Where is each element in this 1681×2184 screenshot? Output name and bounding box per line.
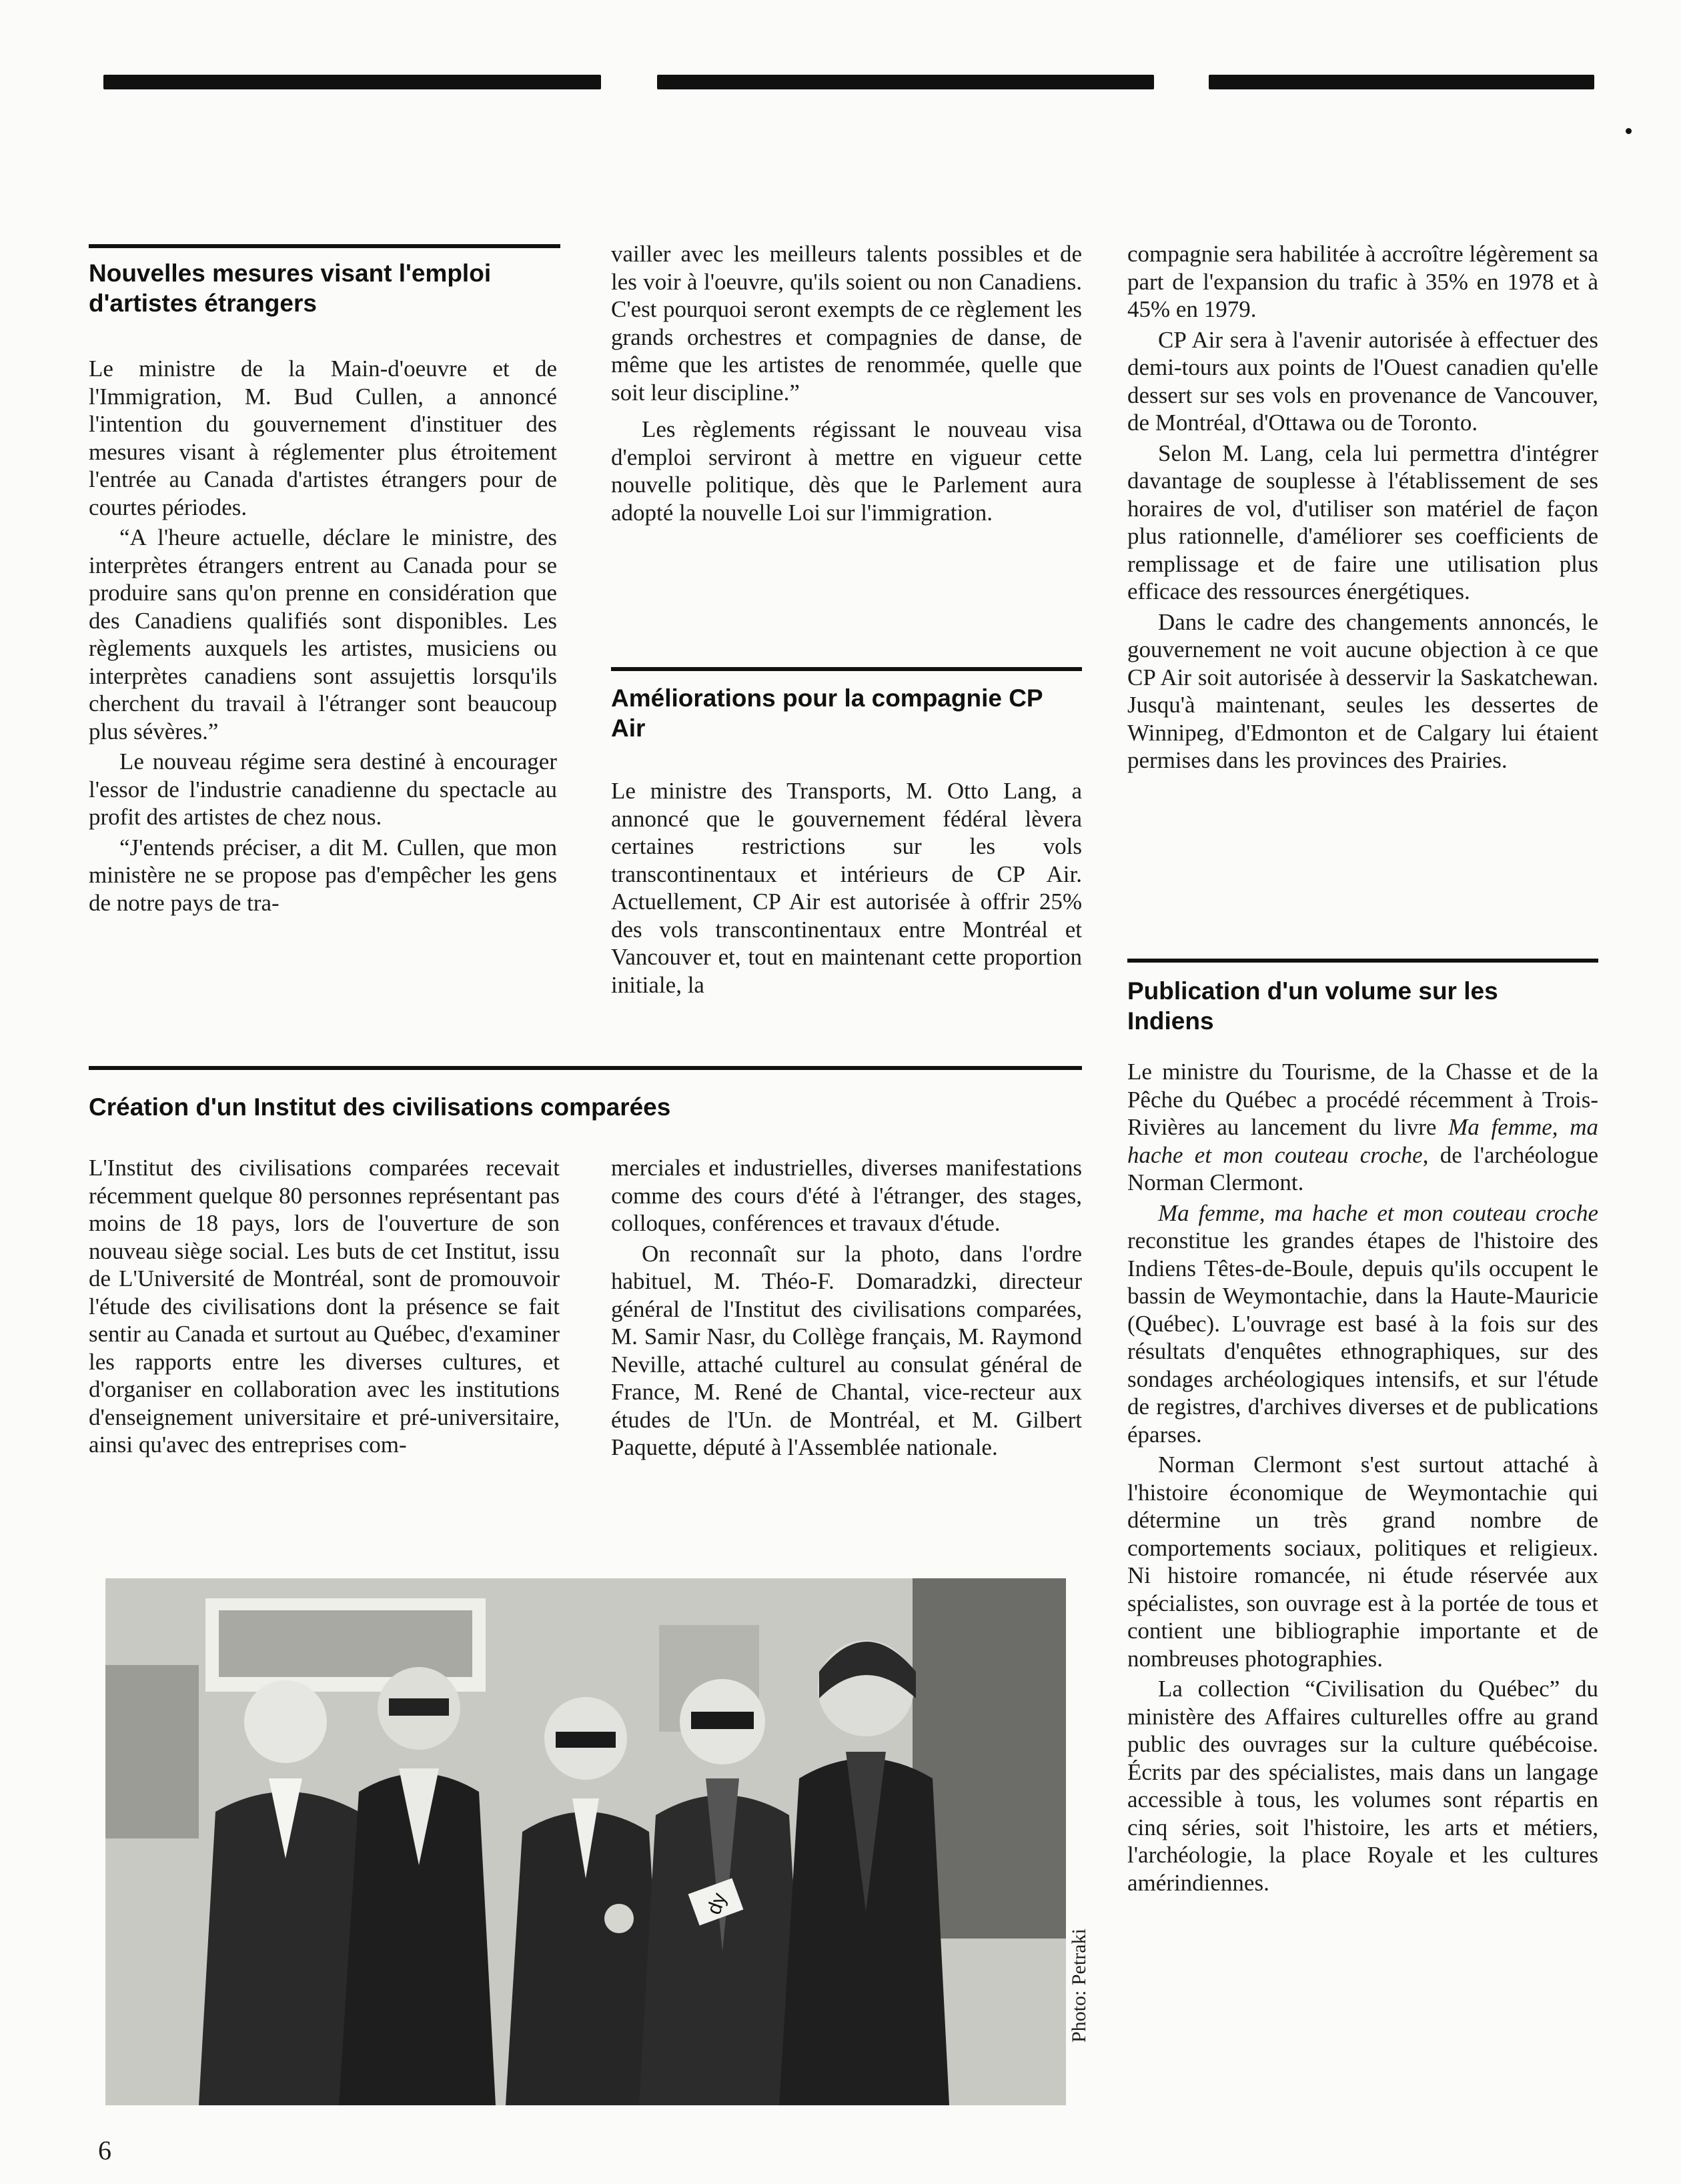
paragraph: Selon M. Lang, cela lui permettra d'intégrer davantage de souplesse à l'établissement de ses horaires de vol, d'utiliser son matériel de façon plus rationnelle, d'améliorer ses coefficients de remplissage et de faire une utilisation plus efficace des ressources énergétiques. bbox=[1127, 440, 1598, 604]
paragraph: CP Air sera à l'avenir autorisée à effectuer des demi-tours aux points de l'Ouest canadien qu'elle dessert sur ses vols en provenance de Vancouver, de Montréal, d'Ottawa ou de Toronto. bbox=[1127, 326, 1598, 436]
paragraph: Le ministre des Transports, M. Otto Lang, a annoncé que le gouvernement fédéral lèvera certaines restrictions sur les vols transcontinentaux et intérieurs de CP Air. Actuellement, CP Air est autorisée à offrir 25% des vols transcontinentaux entre Montréal et Vancouver et, tout en maintenant cette proportion initiale, la bbox=[611, 778, 1082, 998]
paragraph: “J'entends préciser, a dit M. Cullen, que mon ministère ne se propose pas d'empêcher les gens de notre pays de tra- bbox=[89, 834, 557, 916]
article-title-cpair: Améliorations pour la compagnie CP Air bbox=[611, 684, 1043, 742]
group-photo bbox=[105, 1578, 1066, 2105]
section-rule-institut bbox=[89, 1066, 1082, 1070]
page-number: 6 bbox=[98, 2135, 111, 2165]
section-rule-cpair bbox=[611, 667, 1082, 671]
paragraph: Le ministre de la Main-d'oeuvre et de l'Immigration, M. Bud Cullen, a annoncé l'intention du gouvernement d'instituer des mesures visant à réglementer plus étroitement l'entrée au Canada d'artistes étrangers pour de courtes périodes. bbox=[89, 356, 557, 520]
paragraph: Le nouveau régime sera destiné à encourager l'essor de l'industrie canadienne du spectacle au profit des artistes de chez nous. bbox=[89, 748, 557, 830]
article-body-cpair-col3 bbox=[1127, 240, 1598, 777]
paragraph: compagnie sera habilitée à accroître légèrement sa part de l'expansion du trafic à 35% en 1978 et à 45% en 1979. bbox=[1127, 241, 1598, 322]
article-body-artists-col2 bbox=[611, 240, 1082, 529]
text-span: Le ministre du Tourisme, de la Chasse et de la Pêche du Québec a procédé récemment à Trois-Rivières au lancement du livre bbox=[1127, 1059, 1598, 1140]
top-rule-right bbox=[1209, 75, 1594, 89]
top-rule-left bbox=[103, 75, 601, 89]
article-body-indiens bbox=[1127, 1058, 1598, 1899]
paragraph: merciales et industrielles, diverses manifestations comme des cours d'été à l'étranger, des stages, colloques, conférences et travaux d'étude. bbox=[611, 1155, 1082, 1236]
photo-credit: Photo: Petraki bbox=[1068, 1929, 1090, 2043]
article-body-institut-col1 bbox=[89, 1154, 560, 1462]
paragraph: Dans le cadre des changements annoncés, le gouvernement ne voit aucune objection à ce que CP Air soit autorisée à desservir la Saskatchewan. Jusqu'à maintenant, seules les dessertes de Winnipeg, d'Edmonton et de Calgary lui étaient permises dans les provinces des Prairies. bbox=[1127, 608, 1598, 773]
top-rule-center bbox=[657, 75, 1154, 89]
article-title-institut: Création d'un Institut des civilisations comparées bbox=[89, 1093, 671, 1121]
section-rule-indiens bbox=[1127, 959, 1598, 963]
text-span: reconstitue les grandes étapes de l'histoire des Indiens Têtes-de-Boule, depuis qu'ils occupent le bassin de Weymontachie, dans la Haute-Mauricie (Québec). L'ouvrage est basé à la fois sur des résultats d'enquêtes ethnographiques, sur des sondages archéologiques intensifs, et sur l'étude de registres, d'archives diverses et de publications éparses. bbox=[1127, 1227, 1598, 1448]
book-title: Ma femme, ma hache et mon couteau croche bbox=[1127, 1114, 1599, 1168]
paragraph: L'Institut des civilisations comparées recevait récemment quelque 80 personnes représentant pas moins de 18 pays, lors de l'ouverture de son nouveau siège social. Les buts de cet Institut, issu de L'Université de Montréal, sont de promouvoir l'étude des civilisations dont la présence se fait sentir au Canada et surtout au Québec, d'examiner les rapports entre les diverses cultures, et d'organiser en collaboration avec les institutions d'enseignement universitaire et pré-universitaire, ainsi qu'avec des entreprises com- bbox=[89, 1155, 560, 1458]
name-badge: dy bbox=[702, 1890, 731, 1918]
paragraph: On reconnaît sur la photo, dans l'ordre habituel, M. Théo-F. Domaradzki, directeur général de l'Institut des civilisations comparées, M. Samir Nasr, du Collège français, M. Raymond Neville, attaché culturel au consulat général de France, M. René de Chantal, vice-recteur aux études de l'Un. de Montréal, et M. Gilbert Paquette, député à l'Assemblée nationale. bbox=[611, 1240, 1082, 1460]
section-rule-artists bbox=[89, 244, 560, 248]
article-title-artists: Nouvelles mesures visant l'emploi d'artistes étrangers bbox=[89, 259, 492, 317]
article-body-cpair-col2 bbox=[611, 777, 1082, 1001]
paragraph: La collection “Civilisation du Québec” du ministère des Affaires culturelles offre au grand public des ouvrages sur la culture québécoise. Écrits par des spécialistes, mais dans un langage accessible à tous, les volumes sont répartis en cinq séries, soit l'histoire, les arts et métiers, l'archéologie, la place Royale et les cultures amérindiennes. bbox=[1127, 1676, 1598, 1896]
paragraph: Norman Clermont s'est surtout attaché à l'histoire économique de Weymontachie qui détermine un très grand nombre de comportements sociaux, politiques et religieux. Ni histoire romancée, ni étude réservée aux spécialistes, son ouvrage est à la portée de tous et contient une bibliographie importante et de nombreuses photographies. bbox=[1127, 1452, 1598, 1672]
decorative-dot bbox=[1626, 128, 1632, 134]
article-body-artists-col1 bbox=[89, 355, 557, 919]
paragraph: vailler avec les meilleurs talents possibles et de les voir à l'oeuvre, qu'ils soient ou non Canadiens. C'est pourquoi seront exempts de ce règlement les grands orchestres et compagnies de danse, de même que les artistes de renommée, quelle que soit leur discipline.” bbox=[611, 241, 1082, 406]
paragraph: Les règlements régissant le nouveau visa d'emploi serviront à mettre en vigueur cette nouvelle politique, dès que le Parlement aura adopté la nouvelle Loi sur l'immigration. bbox=[611, 416, 1082, 526]
paragraph: “A l'heure actuelle, déclare le ministre, des interprètes étrangers entrent au Canada pour se produire sans qu'on prenne en considération que des Canadiens qualifiés sont disponibles. Les règlements auxquels les artistes, musiciens ou interprètes canadiens sont assujettis lorsqu'ils cherchent du travail à l'étranger sont beaucoup plus sévères.” bbox=[89, 524, 557, 744]
article-title-indiens: Publication d'un volume sur les Indiens bbox=[1127, 977, 1498, 1035]
paragraph bbox=[1127, 1199, 1598, 1449]
text-span: , de l'archéologue Norman Clermont. bbox=[1127, 1141, 1598, 1195]
paragraph bbox=[1127, 1058, 1598, 1197]
book-title: Ma femme, ma hache et mon couteau croche bbox=[1158, 1199, 1598, 1226]
article-body-institut-col2 bbox=[611, 1154, 1082, 1464]
